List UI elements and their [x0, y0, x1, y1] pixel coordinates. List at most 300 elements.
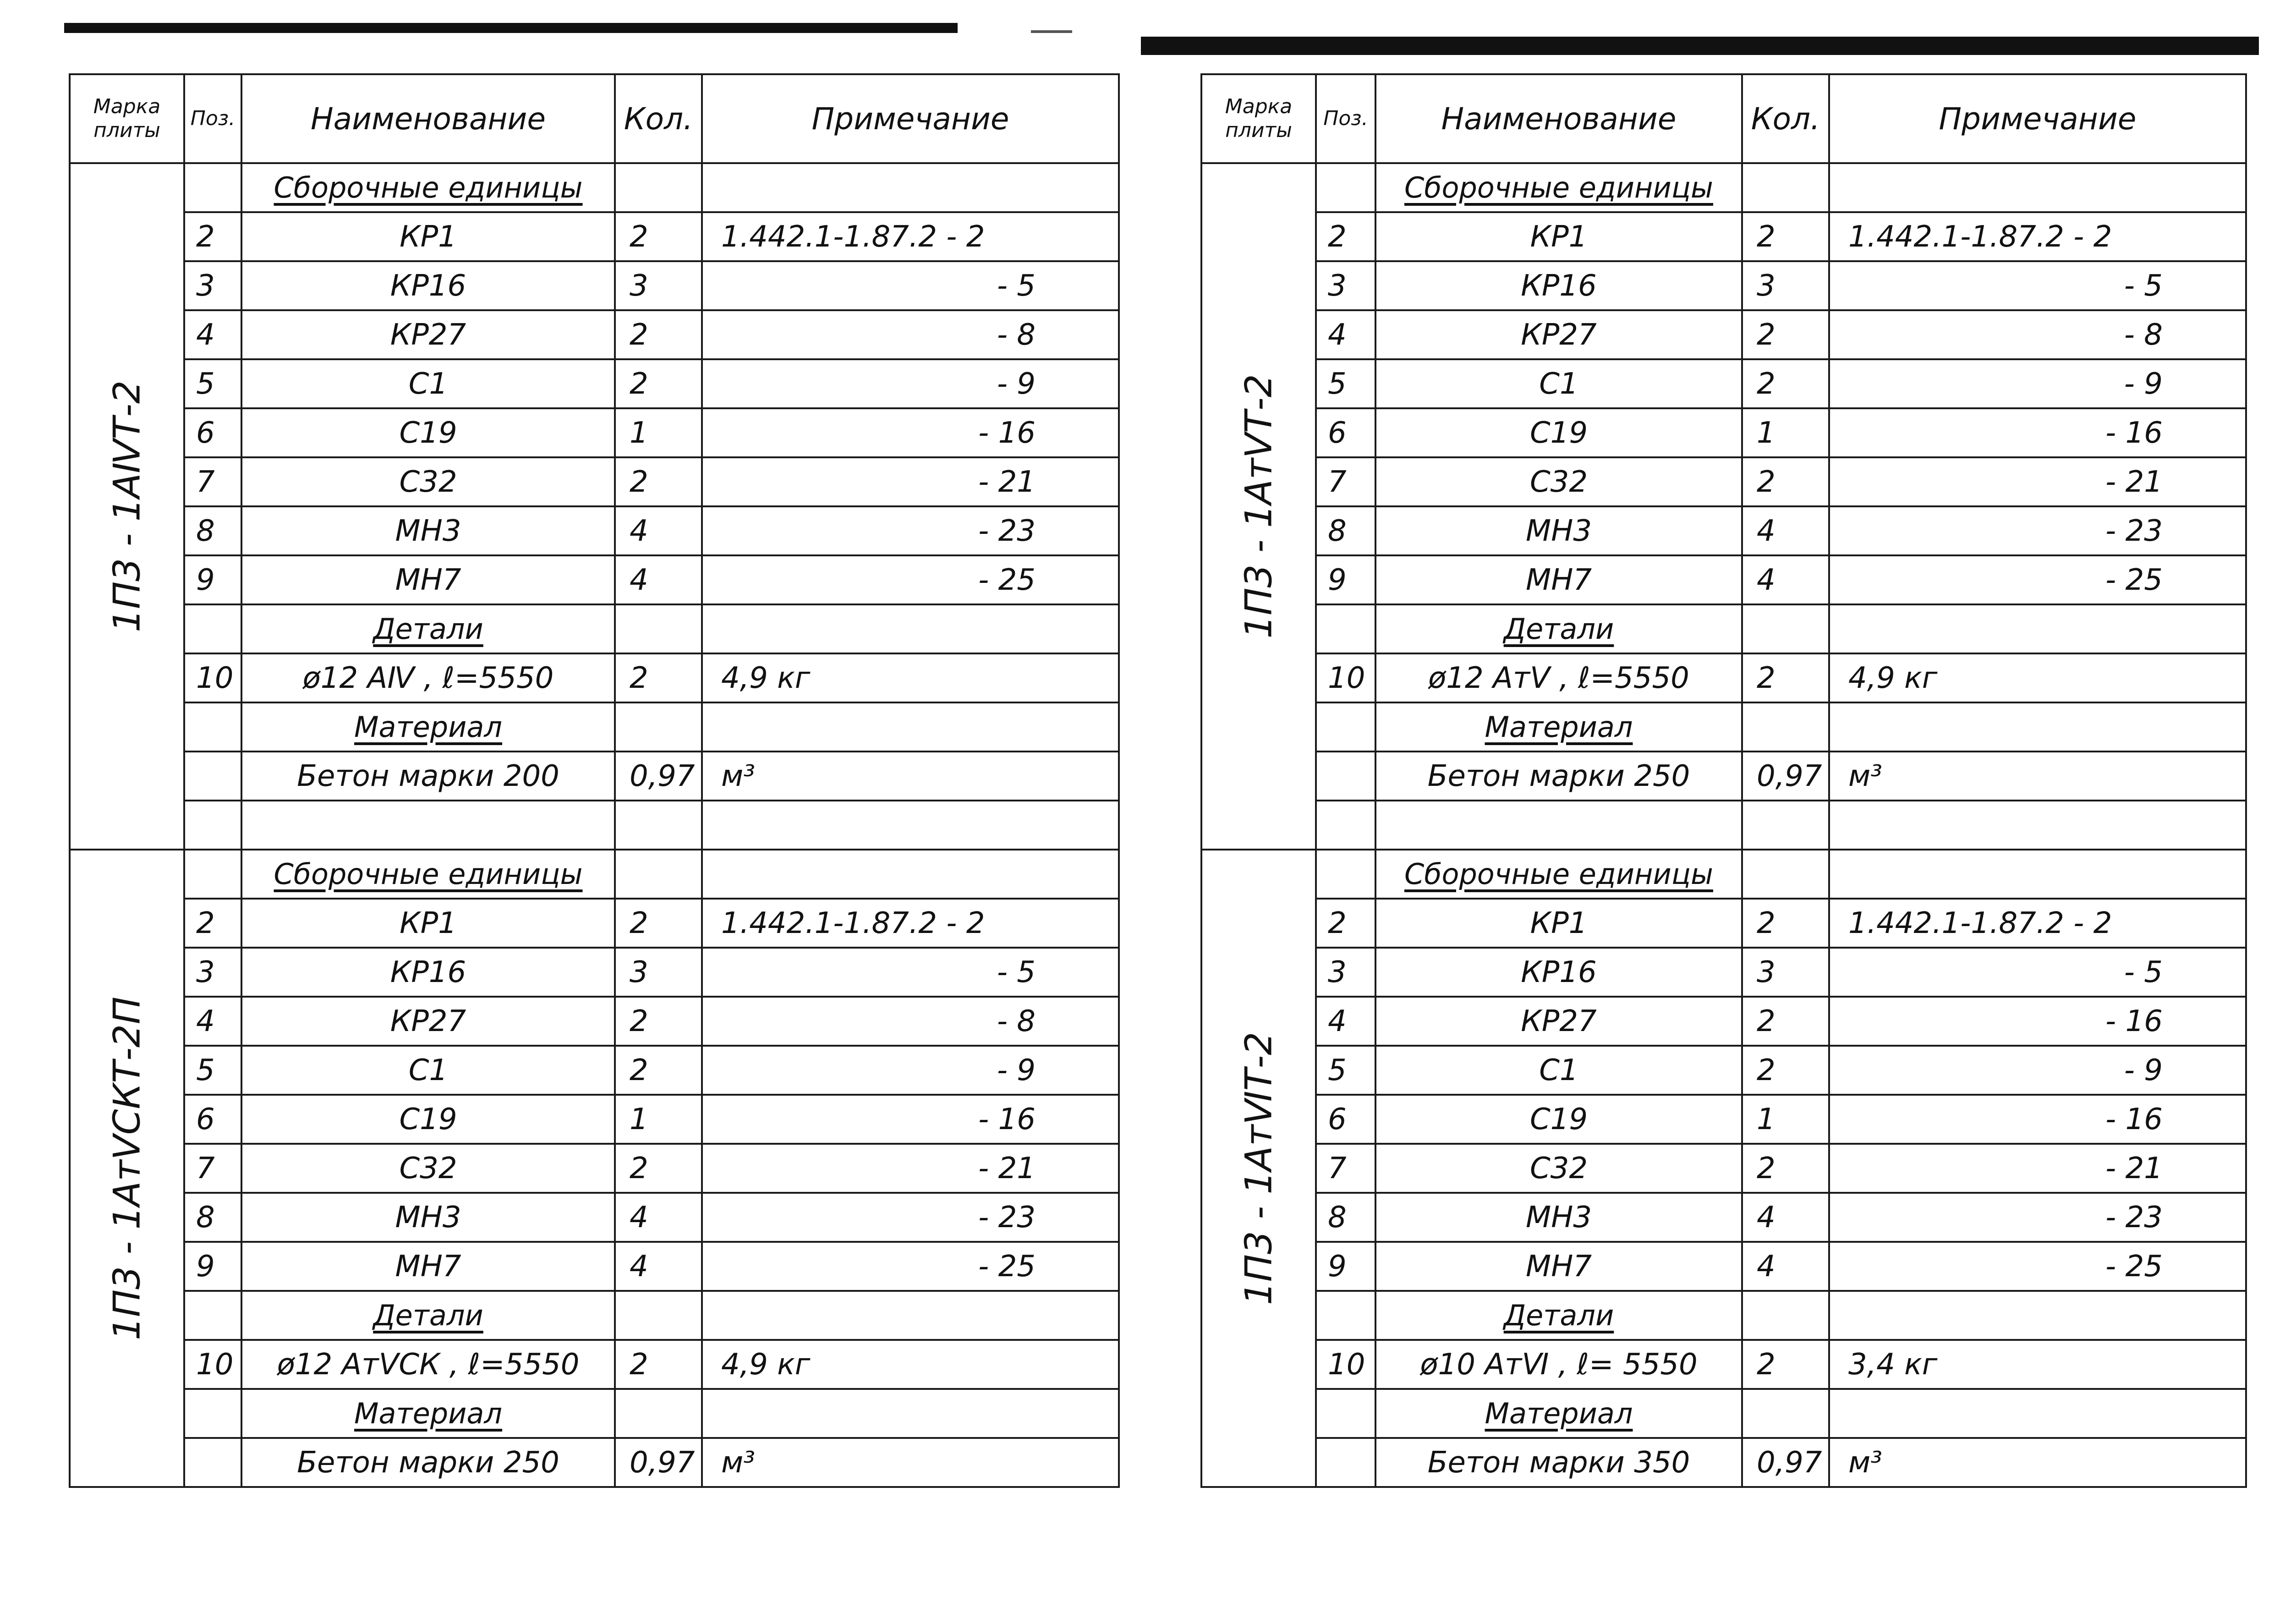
- name-cell: [241, 604, 615, 653]
- name-cell: [241, 1046, 615, 1095]
- name-cell: [1375, 1242, 1742, 1291]
- name-cell-text: Детали: [373, 612, 483, 646]
- position-cell: [184, 359, 241, 408]
- block-2: [1201, 163, 2246, 850]
- quantity-cell: [615, 1438, 702, 1487]
- name-cell-text: Детали: [1503, 1298, 1614, 1332]
- position-cell: [184, 555, 241, 604]
- name-cell: [1375, 948, 1742, 997]
- note-cell: [702, 555, 1119, 604]
- position-cell-text: 6: [1328, 416, 1347, 450]
- position-cell-text: 10: [1328, 1347, 1365, 1382]
- note-cell-text: - 21: [978, 465, 1036, 499]
- header-mark: Марка плиты: [1201, 74, 1316, 163]
- name-cell-text: Сборочные единицы: [1404, 857, 1713, 891]
- spec-row: [1201, 1242, 2246, 1291]
- spec-row: [70, 1242, 1119, 1291]
- position-cell: [1316, 948, 1375, 997]
- header-qty: Кол.: [615, 74, 702, 163]
- position-cell: [1316, 457, 1375, 506]
- spec-row: [70, 310, 1119, 359]
- quantity-cell: [615, 261, 702, 310]
- note-cell: [1829, 163, 2246, 212]
- spec-row: [70, 801, 1119, 850]
- position-cell: [184, 408, 241, 457]
- name-cell-text: Детали: [373, 1298, 483, 1332]
- note-cell: [1829, 457, 2246, 506]
- name-cell: [241, 408, 615, 457]
- section-row: [70, 850, 1119, 899]
- note-cell: [702, 1242, 1119, 1291]
- quantity-cell-text: 2: [630, 1053, 648, 1087]
- spec-row: [1201, 1193, 2246, 1242]
- position-cell: [1316, 408, 1375, 457]
- name-cell-text: КР16: [390, 955, 466, 989]
- note-cell: [702, 261, 1119, 310]
- section-row: [70, 1291, 1119, 1340]
- quantity-cell: [1742, 408, 1829, 457]
- position-cell: [184, 997, 241, 1046]
- name-cell-text: Бетон марки 250: [1427, 759, 1690, 793]
- name-cell-text: МН7: [1525, 1249, 1592, 1284]
- quantity-cell: [615, 801, 702, 850]
- name-cell-text: КР1: [400, 906, 457, 940]
- name-cell-text: КР16: [1521, 955, 1597, 989]
- position-cell: [184, 948, 241, 997]
- quantity-cell-text: 2: [630, 367, 648, 401]
- quantity-cell-text: 4: [630, 514, 648, 548]
- note-cell: [702, 359, 1119, 408]
- position-cell-text: 6: [1328, 1102, 1347, 1136]
- name-cell-text: КР27: [390, 318, 466, 352]
- spec-row: [1201, 261, 2246, 310]
- quantity-cell: [615, 457, 702, 506]
- note-cell-text: - 8: [997, 318, 1036, 352]
- note-cell: [1829, 752, 2246, 801]
- name-cell-text: МН7: [395, 1249, 461, 1284]
- name-cell: [241, 261, 615, 310]
- name-cell: [1375, 752, 1742, 801]
- note-cell-text: - 5: [997, 269, 1036, 303]
- section-row: [70, 163, 1119, 212]
- name-cell: [241, 555, 615, 604]
- name-cell: [1375, 1193, 1742, 1242]
- note-cell-text: - 9: [997, 1053, 1036, 1087]
- note-cell-text: 1.442.1-1.87.2 - 2: [721, 906, 985, 940]
- spec-row: [70, 1340, 1119, 1389]
- position-cell: [184, 457, 241, 506]
- note-cell-text: 3,4 кг: [1848, 1347, 1938, 1382]
- note-cell: [702, 1340, 1119, 1389]
- section-row: [70, 702, 1119, 752]
- quantity-cell: [1742, 997, 1829, 1046]
- quantity-cell: [615, 997, 702, 1046]
- note-cell: [1829, 1340, 2246, 1389]
- position-cell-text: 10: [196, 661, 234, 695]
- name-cell-text: Материал: [1485, 710, 1633, 744]
- name-cell: [1375, 702, 1742, 752]
- note-cell: [702, 948, 1119, 997]
- note-cell-text: - 21: [978, 1151, 1036, 1185]
- name-cell-text: МН7: [395, 563, 461, 597]
- position-cell: [184, 1193, 241, 1242]
- position-cell: [1316, 850, 1375, 899]
- section-row: [1201, 850, 2246, 899]
- quantity-cell: [1742, 899, 1829, 948]
- note-cell: [702, 1193, 1119, 1242]
- note-cell: [702, 1144, 1119, 1193]
- quantity-cell: [1742, 1046, 1829, 1095]
- quantity-cell: [615, 408, 702, 457]
- quantity-cell-text: 3: [1757, 955, 1775, 989]
- note-cell-text: - 16: [2105, 416, 2163, 450]
- quantity-cell-text: 2: [1757, 367, 1775, 401]
- name-cell: [241, 1389, 615, 1438]
- quantity-cell-text: 4: [1757, 514, 1775, 548]
- header-row: [70, 74, 1119, 163]
- position-cell: [1316, 604, 1375, 653]
- note-cell: [1829, 1389, 2246, 1438]
- section-row: [1201, 1389, 2246, 1438]
- note-cell: [1829, 801, 2246, 850]
- quantity-cell: [615, 1144, 702, 1193]
- position-cell: [1316, 899, 1375, 948]
- name-cell-text: С32: [399, 1151, 457, 1185]
- position-cell-text: 7: [196, 465, 215, 499]
- position-cell: [1316, 310, 1375, 359]
- position-cell: [184, 1438, 241, 1487]
- note-cell-text: - 25: [978, 1249, 1036, 1284]
- position-cell: [1316, 702, 1375, 752]
- position-cell: [184, 1046, 241, 1095]
- name-cell: [1375, 310, 1742, 359]
- spec-row: [1201, 801, 2246, 850]
- quantity-cell-text: 2: [630, 1347, 648, 1382]
- quantity-cell-text: 2: [1757, 219, 1775, 254]
- quantity-cell-text: 4: [1757, 1249, 1775, 1284]
- name-cell: [241, 1095, 615, 1144]
- note-cell-text: 4,9 кг: [721, 661, 811, 695]
- name-cell-text: С1: [1539, 367, 1578, 401]
- spec-row: [70, 1438, 1119, 1487]
- name-cell-text: ø12 АтⅤ , ℓ=5550: [1428, 661, 1689, 695]
- note-cell: [702, 752, 1119, 801]
- quantity-cell-text: 1: [630, 1102, 648, 1136]
- name-cell-text: КР1: [1530, 906, 1588, 940]
- note-cell-text: - 5: [2124, 269, 2163, 303]
- note-cell: [702, 702, 1119, 752]
- name-cell: [241, 997, 615, 1046]
- spec-row: [1201, 653, 2246, 702]
- spec-row: [1201, 555, 2246, 604]
- name-cell-text: С1: [408, 1053, 448, 1087]
- position-cell: [1316, 1291, 1375, 1340]
- quantity-cell-text: 4: [1757, 563, 1775, 597]
- name-cell-text: С19: [1529, 416, 1588, 450]
- quantity-cell: [1742, 212, 1829, 261]
- position-cell: [1316, 555, 1375, 604]
- position-cell-text: 5: [196, 1053, 215, 1087]
- name-cell-text: ø12 АтⅤСК , ℓ=5550: [277, 1347, 580, 1382]
- note-cell-text: - 25: [978, 563, 1036, 597]
- position-cell: [1316, 1095, 1375, 1144]
- note-cell: [702, 1095, 1119, 1144]
- section-row: [70, 1389, 1119, 1438]
- spec-row: [1201, 1095, 2246, 1144]
- quantity-cell-text: 1: [630, 416, 648, 450]
- header-name: Наименование: [1375, 74, 1742, 163]
- name-cell: [241, 212, 615, 261]
- position-cell: [1316, 1389, 1375, 1438]
- name-cell-text: С32: [1529, 465, 1588, 499]
- name-cell: [241, 899, 615, 948]
- spec-row: [1201, 752, 2246, 801]
- section-row: [1201, 604, 2246, 653]
- name-cell: [241, 1340, 615, 1389]
- position-cell: [184, 261, 241, 310]
- position-cell: [184, 163, 241, 212]
- quantity-cell: [615, 850, 702, 899]
- quantity-cell: [1742, 1144, 1829, 1193]
- name-cell-text: КР27: [1521, 1004, 1597, 1038]
- quantity-cell-text: 2: [1757, 318, 1775, 352]
- note-cell: [702, 212, 1119, 261]
- position-cell-text: 3: [196, 269, 215, 303]
- position-cell-text: 10: [196, 1347, 234, 1382]
- spec-row: [70, 1193, 1119, 1242]
- name-cell: [241, 1144, 615, 1193]
- quantity-cell: [1742, 163, 1829, 212]
- name-cell: [1375, 555, 1742, 604]
- position-cell-text: 5: [1328, 367, 1347, 401]
- position-cell-text: 2: [1328, 906, 1347, 940]
- position-cell-text: 6: [196, 416, 215, 450]
- note-cell: [702, 1389, 1119, 1438]
- section-row: [1201, 702, 2246, 752]
- name-cell: [241, 1193, 615, 1242]
- note-cell: [702, 1438, 1119, 1487]
- quantity-cell: [615, 653, 702, 702]
- position-cell-text: 6: [196, 1102, 215, 1136]
- quantity-cell: [1742, 310, 1829, 359]
- note-cell-text: - 23: [2105, 1200, 2163, 1234]
- note-cell: [1829, 702, 2246, 752]
- note-cell: [1829, 1095, 2246, 1144]
- position-cell: [1316, 163, 1375, 212]
- name-cell: [1375, 997, 1742, 1046]
- note-cell-text: - 21: [2105, 1151, 2163, 1185]
- note-cell: [1829, 1438, 2246, 1487]
- note-cell: [1829, 408, 2246, 457]
- position-cell: [184, 604, 241, 653]
- spec-row: [70, 1144, 1119, 1193]
- quantity-cell-text: 2: [1757, 1347, 1775, 1382]
- note-cell: [1829, 997, 2246, 1046]
- position-cell: [184, 653, 241, 702]
- name-cell: [1375, 506, 1742, 555]
- note-cell: [1829, 948, 2246, 997]
- header-row: [1201, 74, 2246, 163]
- note-cell-text: 1.442.1-1.87.2 - 2: [1848, 906, 2112, 940]
- name-cell-text: Материал: [354, 1396, 503, 1430]
- note-cell: [702, 163, 1119, 212]
- note-cell: [1829, 850, 2246, 899]
- position-cell: [184, 850, 241, 899]
- position-cell: [1316, 1193, 1375, 1242]
- name-cell-text: С32: [1529, 1151, 1588, 1185]
- quantity-cell-text: 2: [1757, 465, 1775, 499]
- quantity-cell: [615, 359, 702, 408]
- spec-row: [70, 1095, 1119, 1144]
- name-cell-text: С19: [399, 1102, 457, 1136]
- block-1: [70, 850, 1119, 1487]
- quantity-cell: [615, 506, 702, 555]
- quantity-cell-text: 2: [630, 906, 648, 940]
- position-cell-text: 5: [1328, 1053, 1347, 1087]
- quantity-cell: [615, 1046, 702, 1095]
- note-cell-text: 4,9 кг: [721, 1347, 811, 1382]
- position-cell: [184, 1095, 241, 1144]
- name-cell-text: МН3: [395, 1200, 461, 1234]
- spec-row: [70, 997, 1119, 1046]
- spec-row: [70, 653, 1119, 702]
- quantity-cell: [615, 752, 702, 801]
- header-note: Примечание: [1829, 74, 2246, 163]
- name-cell-text: С32: [399, 465, 457, 499]
- position-cell: [1316, 506, 1375, 555]
- quantity-cell: [615, 899, 702, 948]
- top-border-mark: [1031, 30, 1072, 33]
- top-border-left: [64, 23, 958, 33]
- quantity-cell-text: 2: [630, 661, 648, 695]
- spec-table-right: [1200, 73, 2247, 1488]
- position-cell-text: 2: [196, 219, 215, 254]
- note-cell-text: - 16: [978, 1102, 1036, 1136]
- name-cell: [1375, 408, 1742, 457]
- quantity-cell: [1742, 359, 1829, 408]
- position-cell: [184, 506, 241, 555]
- note-cell: [1829, 1193, 2246, 1242]
- spec-row: [70, 457, 1119, 506]
- spec-row: [1201, 1438, 2246, 1487]
- position-cell: [184, 212, 241, 261]
- quantity-cell: [1742, 457, 1829, 506]
- quantity-cell: [615, 212, 702, 261]
- note-cell-text: - 8: [997, 1004, 1036, 1038]
- position-cell: [1316, 359, 1375, 408]
- name-cell-text: С1: [408, 367, 448, 401]
- quantity-cell: [615, 702, 702, 752]
- name-cell: [241, 1291, 615, 1340]
- note-cell-text: - 9: [2124, 1053, 2163, 1087]
- plate-mark-cell: [1201, 850, 1316, 1487]
- name-cell: [241, 163, 615, 212]
- position-cell: [184, 801, 241, 850]
- position-cell-text: 3: [1328, 955, 1347, 989]
- spec-table-left: [69, 73, 1120, 1488]
- position-cell-text: 9: [1328, 1249, 1347, 1284]
- note-cell: [1829, 506, 2246, 555]
- position-cell: [1316, 1242, 1375, 1291]
- name-cell-text: С19: [1529, 1102, 1588, 1136]
- note-cell: [1829, 359, 2246, 408]
- position-cell-text: 2: [196, 906, 215, 940]
- quantity-cell: [1742, 1438, 1829, 1487]
- quantity-cell: [1742, 1340, 1829, 1389]
- top-border-right: [1141, 37, 2259, 55]
- note-cell-text: - 9: [997, 367, 1036, 401]
- note-cell-text: - 16: [2105, 1102, 2163, 1136]
- block-3: [1201, 850, 2246, 1487]
- note-cell-text: 4,9 кг: [1848, 661, 1938, 695]
- quantity-cell-text: 4: [630, 563, 648, 597]
- name-cell: [1375, 457, 1742, 506]
- position-cell-text: 3: [196, 955, 215, 989]
- note-cell-text: - 25: [2105, 563, 2163, 597]
- quantity-cell-text: 4: [630, 1249, 648, 1284]
- note-cell: [1829, 1046, 2246, 1095]
- note-cell-text: - 21: [2105, 465, 2163, 499]
- name-cell: [241, 801, 615, 850]
- spec-row: [1201, 948, 2246, 997]
- spec-row: [1201, 212, 2246, 261]
- section-row: [70, 604, 1119, 653]
- position-cell-text: 8: [1328, 1200, 1347, 1234]
- quantity-cell-text: 2: [1757, 1053, 1775, 1087]
- position-cell-text: 4: [1328, 318, 1347, 352]
- name-cell: [1375, 899, 1742, 948]
- name-cell: [1375, 1389, 1742, 1438]
- name-cell-text: КР1: [1530, 219, 1588, 254]
- quantity-cell: [615, 555, 702, 604]
- note-cell: [702, 408, 1119, 457]
- note-cell: [702, 850, 1119, 899]
- position-cell-text: 5: [196, 367, 215, 401]
- quantity-cell-text: 2: [1757, 661, 1775, 695]
- name-cell-text: Бетон марки 350: [1427, 1445, 1690, 1480]
- spec-row: [70, 212, 1119, 261]
- quantity-cell-text: 3: [630, 955, 648, 989]
- note-cell: [1829, 653, 2246, 702]
- header-note: Примечание: [702, 74, 1119, 163]
- quantity-cell-text: 2: [630, 318, 648, 352]
- note-cell-text: м³: [1848, 1445, 1882, 1480]
- name-cell: [241, 850, 615, 899]
- note-cell: [702, 801, 1119, 850]
- quantity-cell-text: 2: [630, 1151, 648, 1185]
- name-cell-text: Бетон марки 200: [297, 759, 559, 793]
- name-cell: [241, 310, 615, 359]
- note-cell: [702, 997, 1119, 1046]
- note-cell: [1829, 604, 2246, 653]
- name-cell-text: Сборочные единицы: [1404, 170, 1713, 204]
- spec-row: [70, 555, 1119, 604]
- position-cell: [1316, 1438, 1375, 1487]
- spec-row: [1201, 1340, 2246, 1389]
- quantity-cell-text: 1: [1757, 1102, 1775, 1136]
- name-cell: [1375, 261, 1742, 310]
- name-cell: [241, 1242, 615, 1291]
- position-cell: [1316, 801, 1375, 850]
- note-cell: [1829, 212, 2246, 261]
- quantity-cell-text: 4: [630, 1200, 648, 1234]
- header-pos: Поз.: [184, 74, 241, 163]
- spec-row: [70, 261, 1119, 310]
- quantity-cell: [1742, 261, 1829, 310]
- plate-mark: 1П3 - 1АтⅤСКТ-2П: [105, 996, 148, 1340]
- quantity-cell: [1742, 702, 1829, 752]
- section-row: [1201, 1291, 2246, 1340]
